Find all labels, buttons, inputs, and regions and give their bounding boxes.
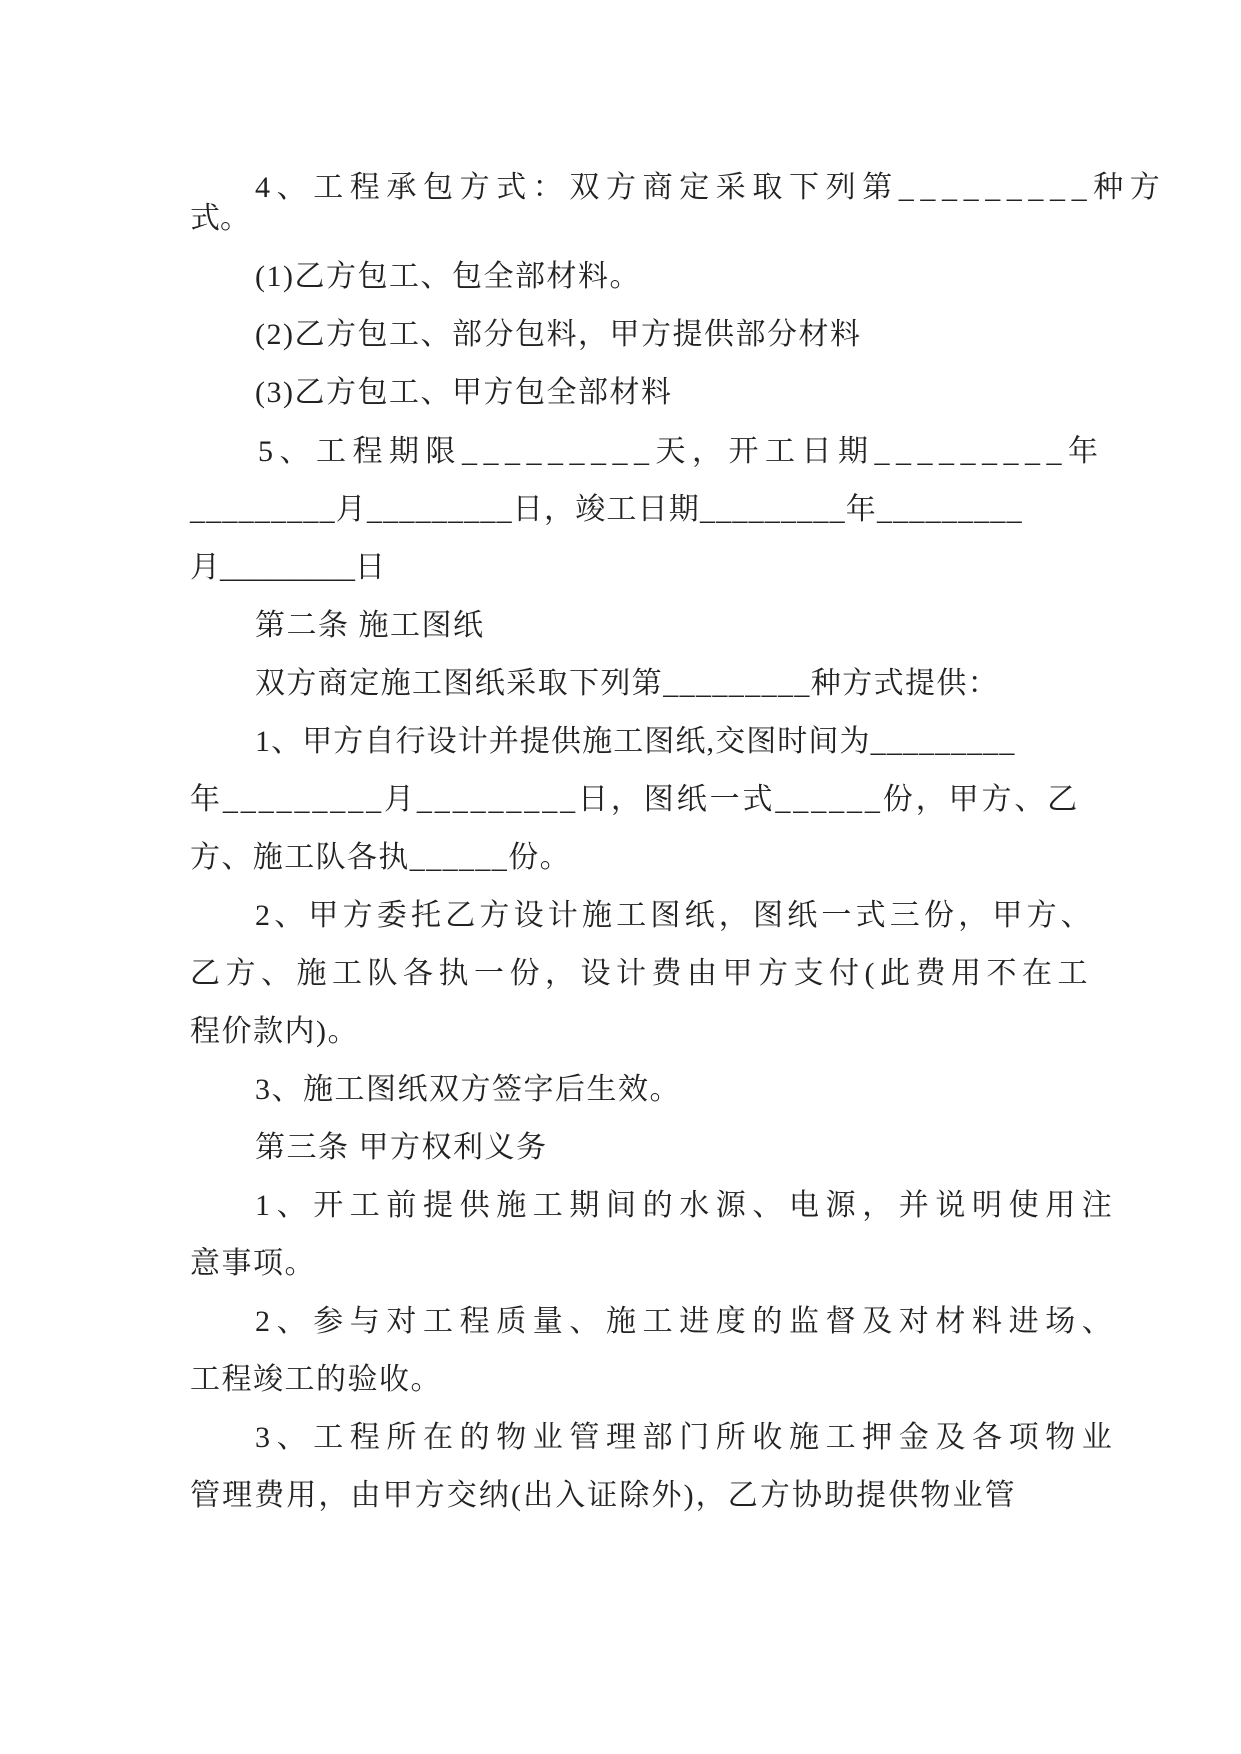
- clause-4-line-2: 式。: [190, 202, 250, 235]
- clause-4-line-1: 4、工程承包方式：双方商定采取下列第_________种方: [255, 171, 1167, 204]
- article-2-item-1-line-2: 年_________月_________日，图纸一式______份，甲方、乙: [190, 783, 1081, 816]
- article-2-item-2-line-3: 程价款内)。: [190, 1015, 359, 1048]
- article-2-item-2-line-2: 乙方、施工队各执一份，设计费由甲方支付(此费用不在工: [190, 957, 1093, 990]
- article-2-item-2-line-1: 2、甲方委托乙方设计施工图纸，图纸一式三份，甲方、: [255, 899, 1095, 932]
- article-3-item-1-line-1: 1、开工前提供施工期间的水源、电源，并说明使用注: [255, 1189, 1119, 1222]
- article-2-item-3: 3、施工图纸双方签字后生效。: [255, 1073, 681, 1106]
- article-2-heading: 第二条 施工图纸: [255, 609, 485, 642]
- article-3-item-3-line-2: 管理费用，由甲方交纳(出入证除外)，乙方协助提供物业管: [190, 1479, 1017, 1512]
- article-3-item-1-line-2: 意事项。: [190, 1247, 316, 1280]
- clause-5-line-3: 月_________日: [190, 551, 385, 584]
- article-2-item-1-line-3: 方、施工队各执______份。: [190, 841, 571, 874]
- article-2-item-1-line-1: 1、甲方自行设计并提供施工图纸,交图时间为_________: [255, 725, 1016, 758]
- article-2-intro: 双方商定施工图纸采取下列第_________种方式提供：: [255, 667, 1000, 700]
- option-3: (3)乙方包工、甲方包全部材料: [255, 376, 673, 409]
- option-1: (1)乙方包工、包全部材料。: [255, 260, 641, 293]
- clause-5-line-1: 5、工程期限_________天，开工日期_________年: [258, 435, 1105, 468]
- article-3-item-2-line-2: 工程竣工的验收。: [190, 1363, 442, 1396]
- clause-5-line-2: _________月_________日，竣工日期_________年_________: [190, 493, 1023, 526]
- option-2: (2)乙方包工、部分包料，甲方提供部分材料: [255, 318, 862, 351]
- article-3-item-3-line-1: 3、工程所在的物业管理部门所收施工押金及各项物业: [255, 1421, 1119, 1454]
- article-3-item-2-line-1: 2、参与对工程质量、施工进度的监督及对材料进场、: [255, 1305, 1119, 1338]
- article-3-heading: 第三条 甲方权利义务: [255, 1131, 548, 1164]
